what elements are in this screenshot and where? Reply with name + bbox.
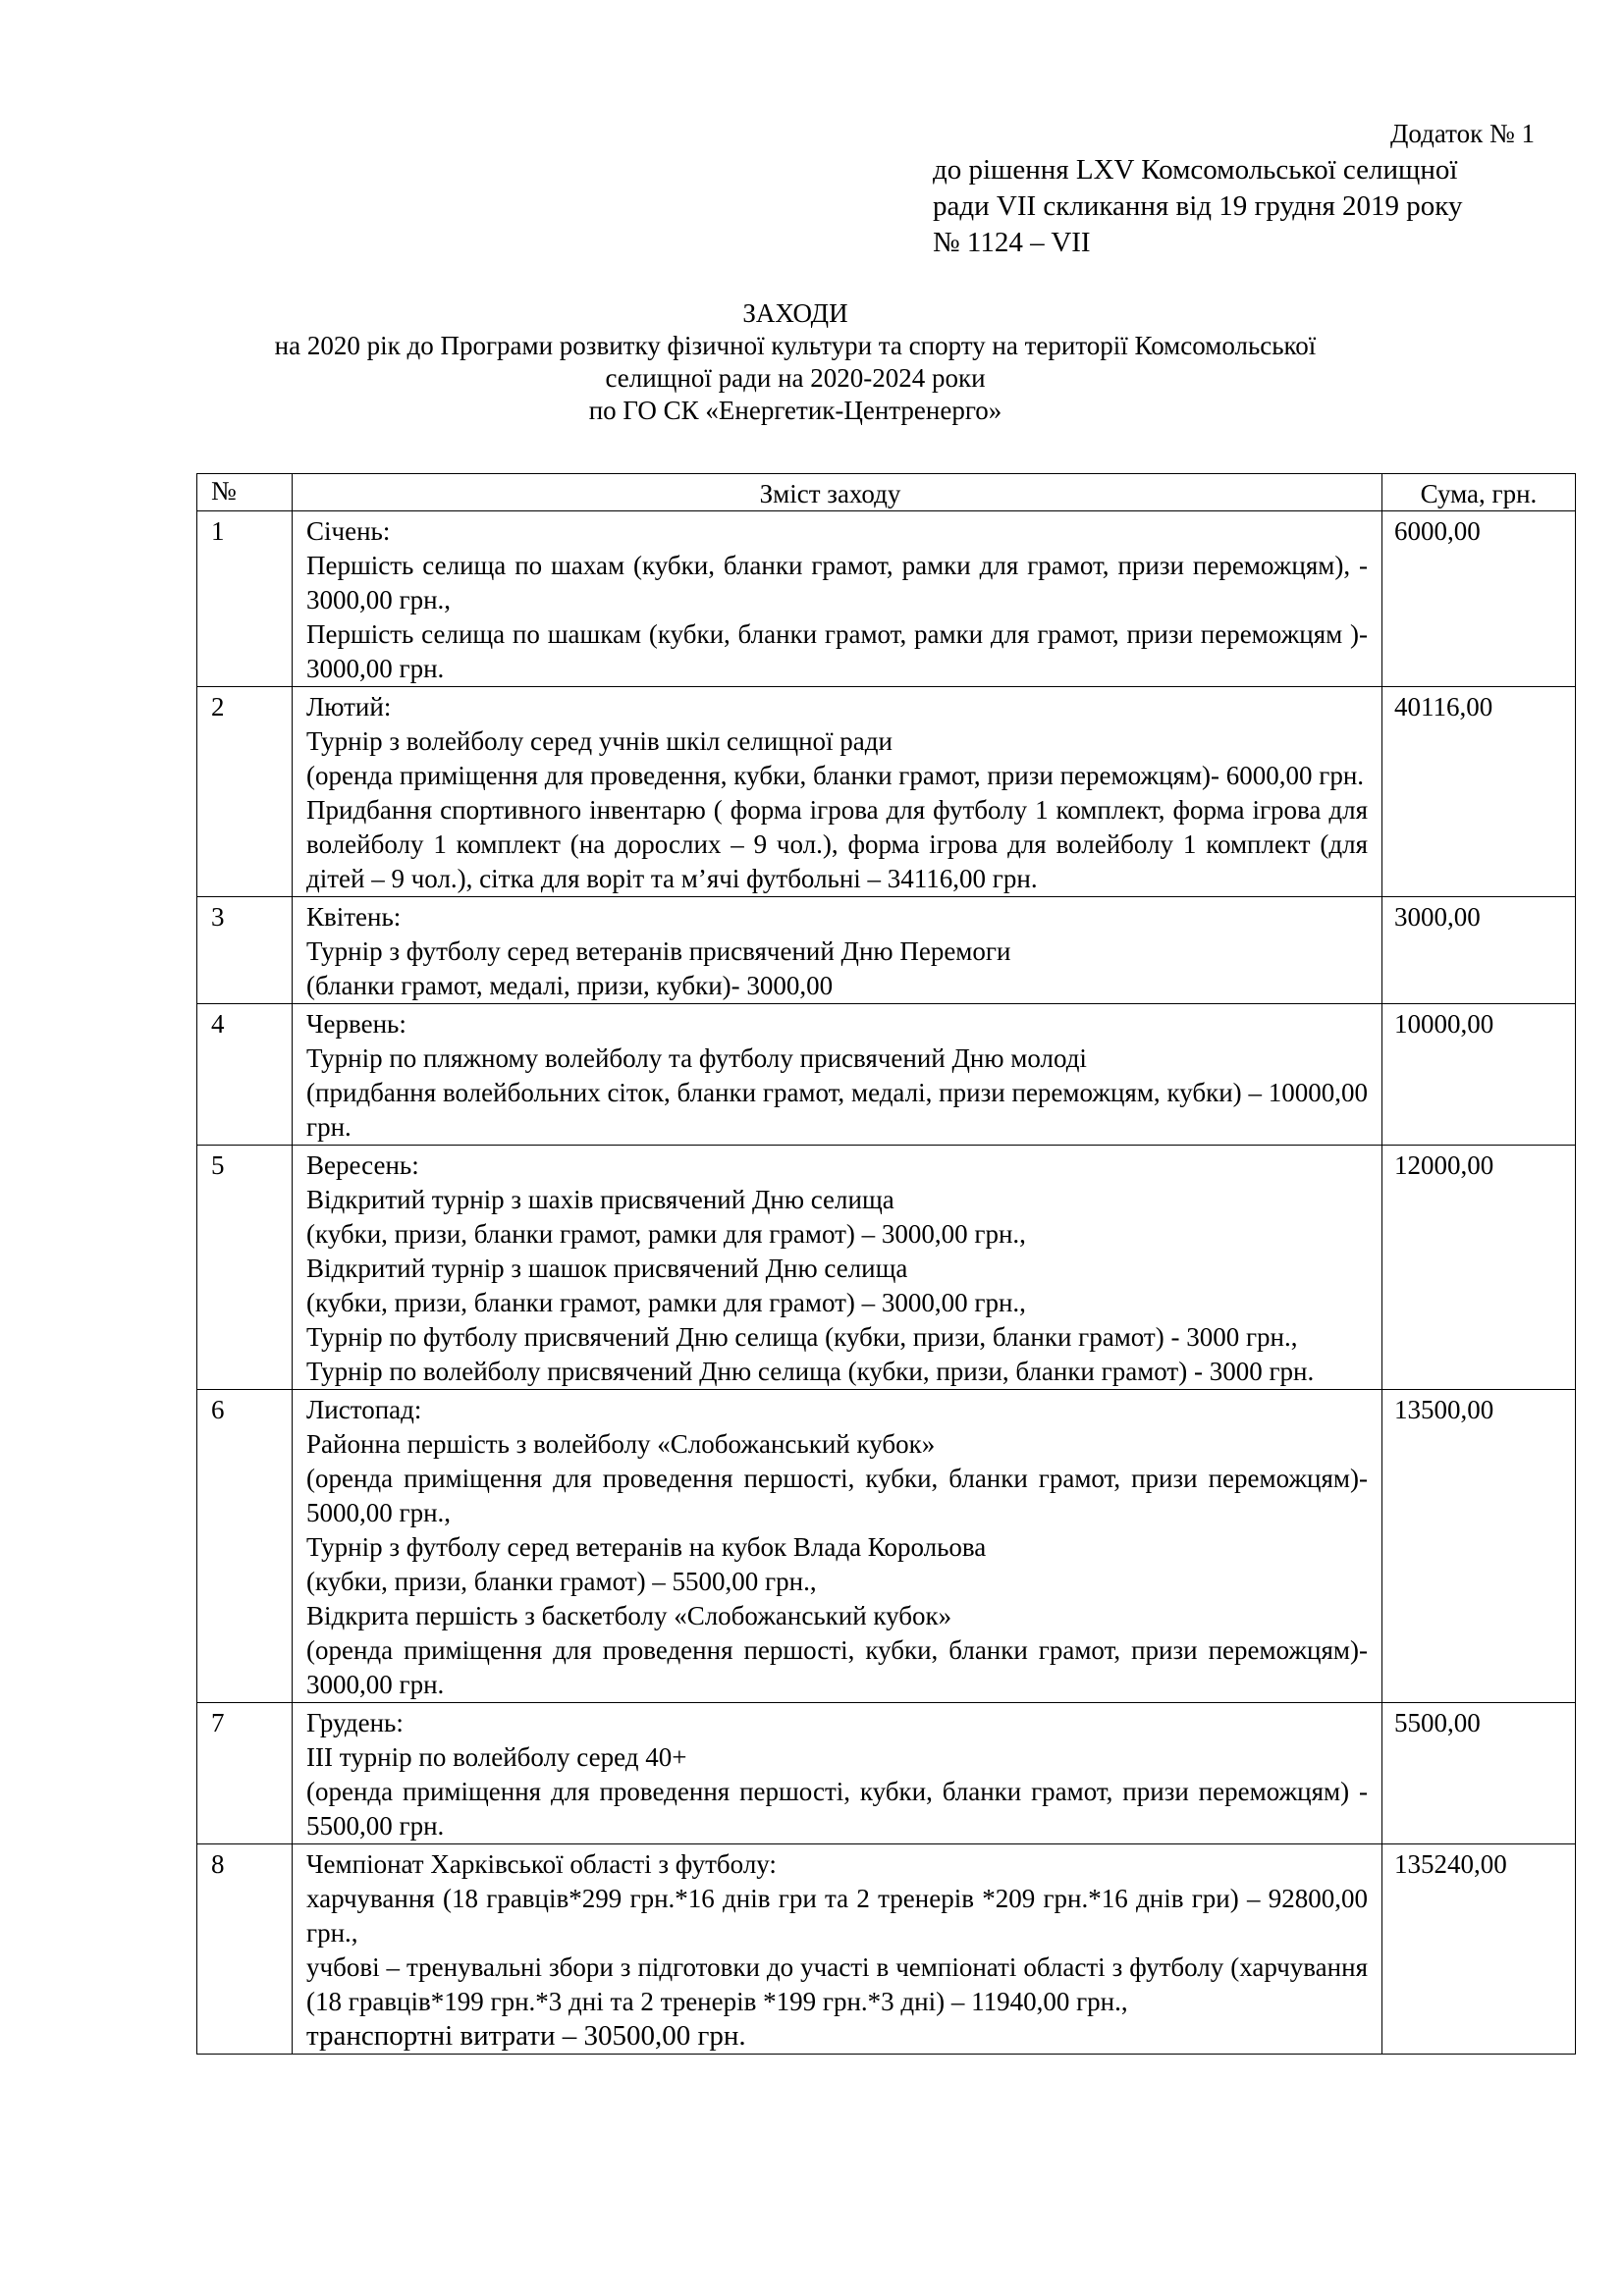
row-paragraph: Турнір з волейболу серед учнів шкіл селищної ради [306,726,893,756]
row-content [293,897,1382,1004]
row-heading: Лютий: [306,692,392,721]
header-amount: Сума, грн. [1382,474,1576,511]
row-content [293,1703,1382,1844]
row-heading: Листопад: [306,1395,422,1424]
row-paragraph: Відкритий турнір з шашок присвячений Дню селища [306,1254,908,1283]
addendum-line: до рішення LXV Комсомольської селищної [933,154,1458,186]
table-row [197,1390,1576,1703]
row-paragraph: Турнір з футболу серед ветеранів на кубок Влада Корольова [306,1532,987,1562]
row-paragraph: Відкрита першість з баскетболу «Слобожанський кубок» [306,1601,952,1630]
document-title: ЗАХОДИ [742,298,848,328]
addendum-block [933,116,1561,261]
row-amount: 13500,00 [1382,1390,1576,1703]
row-paragraph: (кубки, призи, бланки грамот, рамки для грамот) – 3000,00 грн., [306,1219,1026,1249]
addendum-line: ради VII скликання від 19 грудня 2019 року [933,190,1463,222]
row-paragraph: Районна першість з волейболу «Слобожанський кубок» [306,1429,936,1459]
table-row [197,1703,1576,1844]
row-content [293,1004,1382,1146]
table-header-row [197,474,1576,511]
row-amount: 10000,00 [1382,1004,1576,1146]
row-paragraph: (кубки, призи, бланки грамот) – 5500,00 грн., [306,1567,817,1596]
row-amount: 6000,00 [1382,511,1576,687]
row-paragraph: (бланки грамот, медалі, призи, кубки)- 3000,00 [306,971,834,1000]
row-number: 8 [197,1844,293,2055]
row-content [293,1146,1382,1390]
row-number: 5 [197,1146,293,1390]
document-subtitle-line: селищної ради на 2020-2024 роки [605,363,986,393]
row-heading: Червень: [306,1009,406,1039]
row-paragraph: ІІІ турнір по волейболу серед 40+ [306,1742,687,1772]
row-number: 7 [197,1703,293,1844]
addendum-number: Додаток № 1 [1390,119,1535,148]
document-subtitle-line: на 2020 рік до Програми розвитку фізичної культури та спорту на території Комсомольської [274,331,1317,360]
row-amount: 3000,00 [1382,897,1576,1004]
row-paragraph: (кубки, призи, бланки грамот, рамки для грамот) – 3000,00 грн., [306,1288,1026,1317]
table-row [197,1004,1576,1146]
addendum-line: № 1124 – VII [933,227,1091,258]
row-number: 6 [197,1390,293,1703]
table-row [197,511,1576,687]
row-number: 3 [197,897,293,1004]
row-content [293,1390,1382,1703]
row-content [293,511,1382,687]
row-amount: 5500,00 [1382,1703,1576,1844]
row-paragraph: транспортні витрати – 30500,00 грн. [306,2020,746,2052]
row-heading: Січень: [306,516,391,546]
measures-table [196,473,1576,2055]
row-paragraph: Першість селища по шахам (кубки, бланки грамот, рамки для грамот, призи переможцям), - 3000,00 грн., [306,551,1368,614]
row-paragraph: Турнір з футболу серед ветеранів присвячений Дню Перемоги [306,936,1011,966]
row-paragraph: Турнір по пляжному волейболу та футболу присвячений Дню молоді [306,1043,1087,1073]
row-paragraph: Відкритий турнір з шахів присвячений Дню селища [306,1185,894,1214]
row-heading: Грудень: [306,1708,404,1737]
table-row [197,897,1576,1004]
row-amount: 12000,00 [1382,1146,1576,1390]
table-row [197,687,1576,897]
row-amount: 40116,00 [1382,687,1576,897]
document-subtitle-line: по ГО СК «Енергетик-Центренерго» [588,396,1002,425]
row-heading: Вересень: [306,1150,419,1180]
row-heading: Квітень: [306,902,402,932]
header-number: № [197,474,293,511]
row-paragraph: (придбання волейбольних сіток, бланки грамот, медалі, призи переможцям, кубки) – 10000,00 грн. [306,1078,1368,1142]
row-content [293,687,1382,897]
row-paragraph: (оренда приміщення для проведення першості, кубки, бланки грамот, призи переможцям)- 3000,00 грн. [306,1635,1368,1699]
row-paragraph: Придбання спортивного інвентарю ( форма ігрова для футболу 1 комплект, форма ігрова для волейболу 1 комплект (на дорослих – 9 чол.), форма ігрова для волейболу 1 комплект (для дітей – 9 чол.), сітка для воріт та м’ячі футбольні – 34116,00 грн. [306,795,1368,893]
row-paragraph: Першість селища по шашкам (кубки, бланки грамот, рамки для грамот, призи переможцям )- 3000,00 грн. [306,619,1368,683]
row-heading: Чемпіонат Харківської області з футболу: [306,1849,777,1879]
header-content: Зміст заходу [293,474,1382,511]
row-paragraph: (оренда приміщення для проведення, кубки, бланки грамот, призи переможцям)- 6000,00 грн. [306,761,1365,790]
row-paragraph: учбові – тренувальні збори з підготовки до участі в чемпіонаті області з футболу (харчування (18 гравців*199 грн.*3 дні та 2 тренерів *199 грн.*3 дні) – 11940,00 грн., [306,1952,1368,2016]
row-content [293,1844,1382,2055]
row-paragraph: харчування (18 гравців*299 грн.*16 днів гри та 2 тренерів *209 грн.*16 днів гри) – 92800,00 грн., [306,1884,1368,1948]
row-paragraph: (оренда приміщення для проведення першості, кубки, бланки грамот, призи переможцям) - 5500,00 грн. [306,1777,1368,1841]
row-paragraph: (оренда приміщення для проведення першості, кубки, бланки грамот, призи переможцям)- 5000,00 грн., [306,1464,1368,1527]
row-amount: 135240,00 [1382,1844,1576,2055]
row-number: 4 [197,1004,293,1146]
table-row [197,1844,1576,2055]
row-paragraph: Турнір по футболу присвячений Дню селища (кубки, призи, бланки грамот) - 3000 грн., [306,1322,1298,1352]
row-number: 1 [197,511,293,687]
document-heading [196,297,1394,427]
row-paragraph: Турнір по волейболу присвячений Дню селища (кубки, призи, бланки грамот) - 3000 грн. [306,1357,1315,1386]
table-row [197,1146,1576,1390]
row-number: 2 [197,687,293,897]
